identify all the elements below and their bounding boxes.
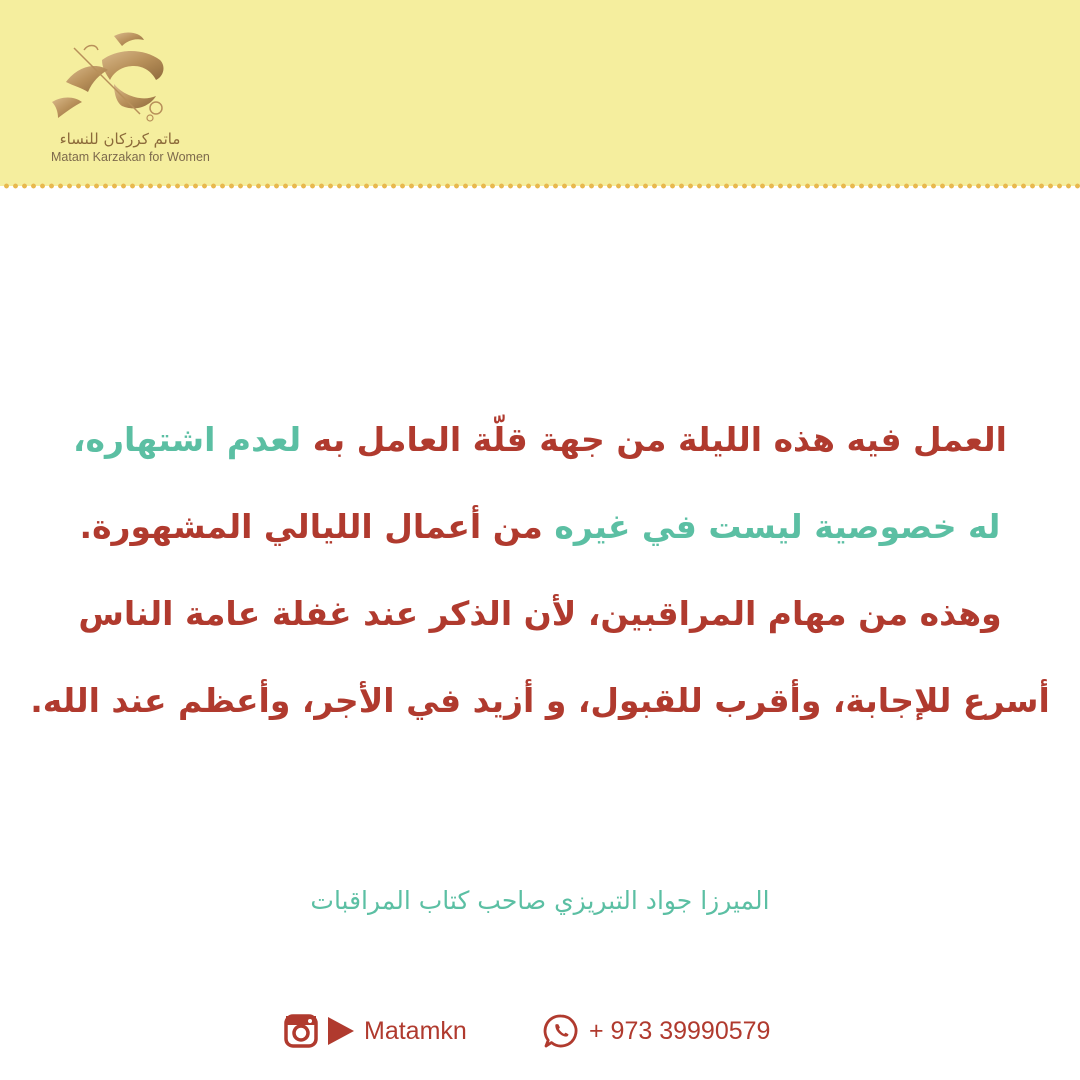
footer [0, 1008, 1080, 1054]
calligraphy-logo-icon [44, 26, 174, 126]
whatsapp-icon[interactable] [543, 1013, 579, 1049]
logo [40, 26, 220, 176]
quote-line-3 [20, 570, 1060, 657]
quote-line-4 [20, 657, 1060, 744]
phone-number[interactable]: + 973 39990579 [589, 1016, 771, 1045]
brand-name-arabic: ماتم كرزكان للنساء [59, 130, 181, 148]
quote-line-1 [20, 396, 1060, 483]
attribution: الميرزا جواد التبريزي صاحب كتاب المراقبات [310, 886, 770, 915]
social-handle-group[interactable] [284, 1008, 467, 1054]
quote-segment: أسرع للإجابة، وأقرب للقبول، و أزيد في الأجر، وأعظم عند الله. [30, 681, 1050, 720]
youtube-icon[interactable] [326, 1015, 356, 1047]
quote-highlight: لعدم اشتهاره، [73, 420, 302, 459]
quote-line-2 [20, 483, 1060, 570]
quote-text [20, 396, 1060, 744]
quote-segment: وهذه من مهام المراقبين، لأن الذكر عند غفلة عامة الناس [78, 594, 1002, 633]
dotted-divider [0, 182, 1080, 190]
quote-highlight: له خصوصية ليست في غيره [542, 507, 1001, 546]
quote-segment: من أعمال الليالي المشهورة. [79, 507, 543, 546]
brand-name-english: Matam Karzakan for Women [51, 150, 210, 164]
whatsapp-contact[interactable] [543, 1008, 770, 1054]
social-handle-text[interactable]: Matamkn [364, 1016, 467, 1045]
quote-segment: العمل فيه هذه الليلة من جهة قلّة العامل به [301, 420, 1007, 459]
instagram-icon[interactable] [284, 1014, 318, 1048]
